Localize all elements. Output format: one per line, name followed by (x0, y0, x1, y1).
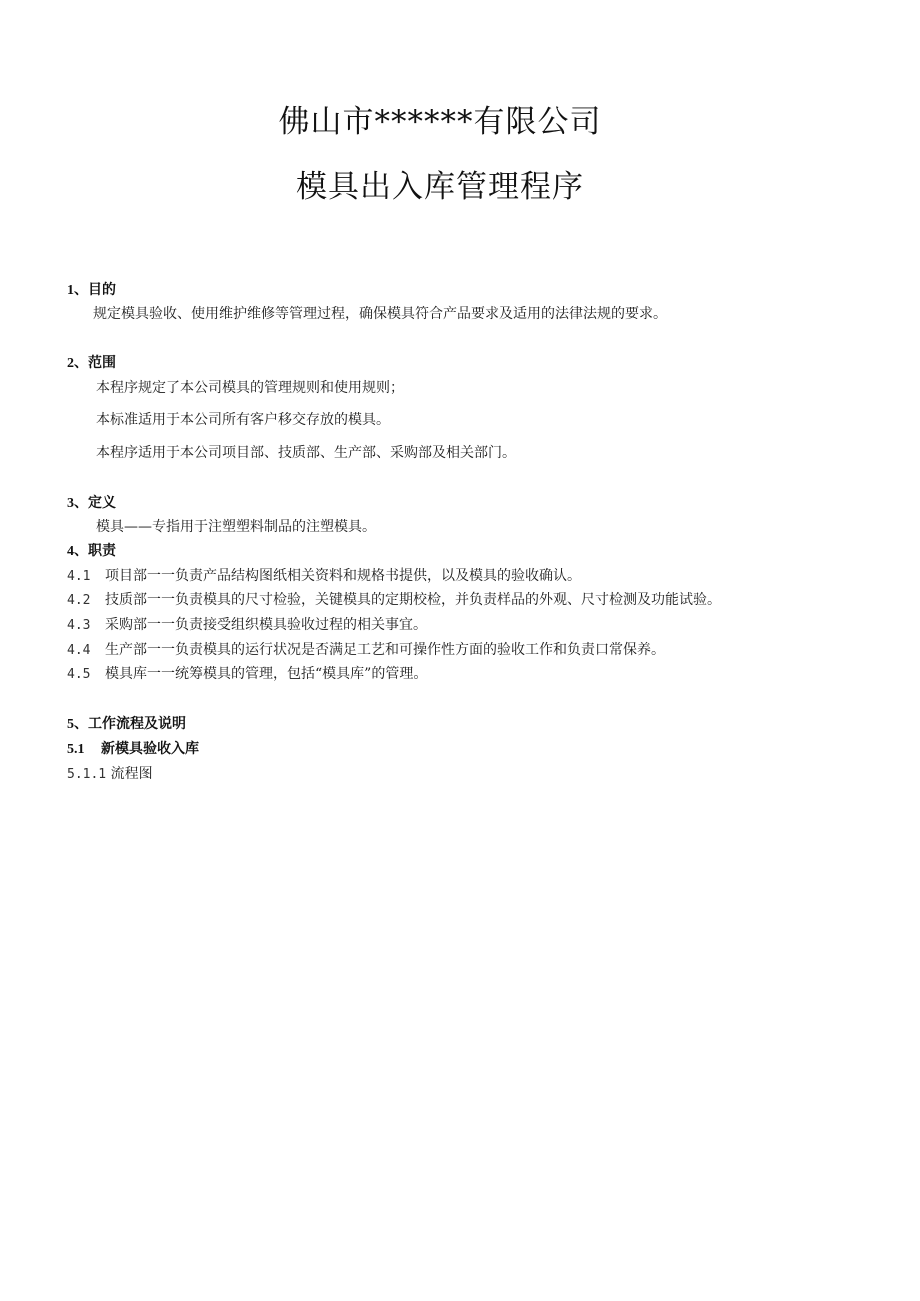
item-text: 流程图 (110, 766, 153, 782)
definition-paragraph: 模具——专指用于注塑塑料制品的注塑模具。 (96, 519, 376, 535)
section-number: 5、 (67, 717, 88, 732)
item-text: 采购部一一负责接受组织模具验收过程的相关事宜。 (105, 617, 427, 633)
section-heading-scope (67, 354, 116, 373)
responsibility-item (67, 567, 581, 586)
item-number: 4.1 (67, 569, 91, 584)
item-number: 5.1.1 (67, 767, 107, 782)
item-text: 模具库一一统筹模具的管理，包括“模具库”的管理。 (105, 666, 428, 682)
scope-paragraph: 本标准适用于本公司所有客户移交存放的模具。 (96, 412, 390, 428)
item-number: 4.4 (67, 643, 91, 658)
section-heading-text: 目的 (88, 282, 116, 298)
responsibility-item (67, 591, 721, 610)
section-number: 3、 (67, 496, 88, 511)
section-heading-purpose (67, 281, 116, 300)
responsibility-item (67, 641, 665, 660)
scope-paragraph: 本程序适用于本公司项目部、技质部、生产部、采购部及相关部门。 (96, 445, 516, 461)
responsibility-item (67, 665, 427, 684)
section-heading-text: 范围 (88, 355, 116, 371)
scope-paragraph: 本程序规定了本公司模具的管理规则和使用规则； (96, 380, 404, 396)
responsibility-item (67, 616, 427, 635)
subsection-item (67, 765, 153, 784)
section-heading-text: 工作流程及说明 (88, 716, 186, 732)
purpose-paragraph: 规定模具验收、使用维护维修等管理过程，确保模具符合产品要求及适用的法律法规的要求。 (93, 306, 667, 322)
section-heading-text: 职责 (88, 543, 116, 559)
item-text: 技质部一一负责模具的尺寸检验，关键模具的定期校检，并负责样品的外观、尺寸检测及功能试验。 (105, 592, 721, 608)
item-number: 4.3 (67, 618, 91, 633)
section-number: 1、 (67, 283, 88, 298)
section-heading-text: 定义 (88, 495, 116, 511)
item-number: 4.2 (67, 593, 91, 608)
company-title: 佛山市******有限公司 (278, 104, 602, 140)
item-text: 项目部一一负责产品结构图纸相关资料和规格书提供，以及模具的验收确认。 (105, 568, 581, 584)
document-title: 模具出入库管理程序 (296, 169, 584, 205)
section-number: 4、 (67, 544, 88, 559)
section-number: 2、 (67, 356, 88, 371)
item-number: 4.5 (67, 667, 91, 682)
section-heading-definition (67, 494, 116, 513)
subsection-heading (67, 740, 199, 759)
subsection-heading-text: 新模具验收入库 (101, 741, 199, 757)
section-heading-responsibilities (67, 542, 116, 561)
section-heading-workflow (67, 715, 186, 734)
subsection-number: 5.1 (67, 742, 85, 757)
item-text: 生产部一一负责模具的运行状况是否满足工艺和可操作性方面的验收工作和负责口常保养。 (105, 642, 665, 658)
